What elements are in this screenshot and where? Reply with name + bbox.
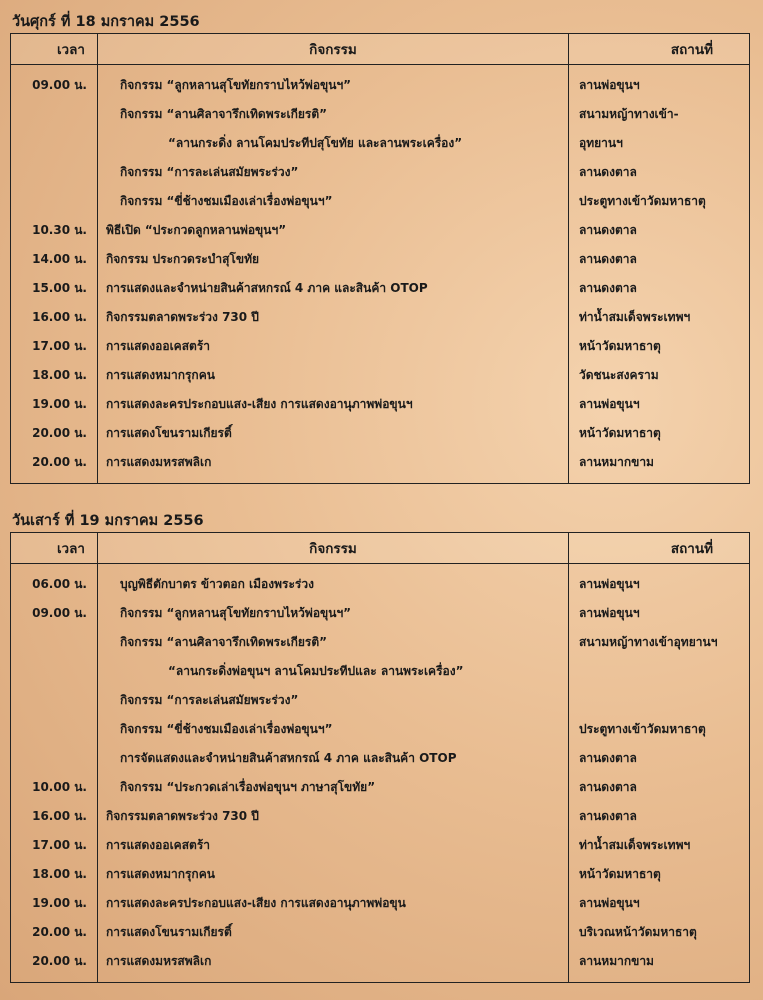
place-column-header: สถานที่ [569, 533, 750, 564]
schedule-row [11, 802, 750, 831]
activity-cell: กิจกรรม “การละเล่นสมัยพระร่วง” [98, 686, 569, 715]
time-cell [11, 686, 98, 715]
place-cell: ลานหมากขาม [569, 947, 750, 983]
activity-cell: การแสดงมหรสพลิเก [98, 947, 569, 983]
activity-cell: การแสดงโขนรามเกียรติ์ [98, 419, 569, 448]
activity-cell: “ลานกระดิ่งพ่อขุนฯ ลานโคมประทีปและ ลานพระเครื่อง” [98, 657, 569, 686]
time-cell [11, 100, 98, 129]
activity-cell: บุญพิธีตักบาตร ข้าวตอก เมืองพระร่วง [98, 564, 569, 600]
time-column-header: เวลา [11, 34, 98, 65]
place-cell: บริเวณหน้าวัดมหาธาตุ [569, 918, 750, 947]
schedule-row [11, 361, 750, 390]
activity-column-header: กิจกรรม [98, 34, 569, 65]
activity-cell: การแสดงละครประกอบแสง-เสียง การแสดงอานุภาพพ่อขุนฯ [98, 390, 569, 419]
activity-cell: กิจกรรมตลาดพระร่วง 730 ปี [98, 802, 569, 831]
place-cell: ลานพ่อขุนฯ [569, 599, 750, 628]
activity-cell: กิจกรรม “ลูกหลานสุโขทัยกราบไหว้พ่อขุนฯ” [98, 599, 569, 628]
activity-cell: การแสดงหมากรุกคน [98, 860, 569, 889]
place-cell: หน้าวัดมหาธาตุ [569, 860, 750, 889]
activity-cell: การแสดงออเคสตร้า [98, 332, 569, 361]
day2-section [10, 510, 749, 983]
place-cell: ลานดงตาล [569, 245, 750, 274]
schedule-row [11, 216, 750, 245]
time-cell: 16.00 น. [11, 802, 98, 831]
time-cell: 20.00 น. [11, 918, 98, 947]
place-cell: ท่าน้ำสมเด็จพระเทพฯ [569, 831, 750, 860]
activity-cell: การแสดงและจำหน่ายสินค้าสหกรณ์ 4 ภาค และสินค้า OTOP [98, 274, 569, 303]
time-cell: 18.00 น. [11, 361, 98, 390]
schedule-row [11, 599, 750, 628]
activity-cell: กิจกรรม “ประกวดเล่าเรื่องพ่อขุนฯ ภาษาสุโขทัย” [98, 773, 569, 802]
activity-cell: การแสดงโขนรามเกียรติ์ [98, 918, 569, 947]
schedule-row [11, 564, 750, 600]
time-cell: 09.00 น. [11, 599, 98, 628]
time-cell [11, 657, 98, 686]
time-cell [11, 129, 98, 158]
activity-cell: การแสดงหมากรุกคน [98, 361, 569, 390]
activity-cell: กิจกรรม ประกวดระบำสุโขทัย [98, 245, 569, 274]
time-cell: 19.00 น. [11, 390, 98, 419]
place-cell: ท่าน้ำสมเด็จพระเทพฯ [569, 303, 750, 332]
place-cell: ลานดงตาล [569, 802, 750, 831]
time-cell: 09.00 น. [11, 65, 98, 101]
day2-title: วันเสาร์ ที่ 19 มกราคม 2556 [12, 513, 204, 529]
schedule-row [11, 918, 750, 947]
schedule-row [11, 773, 750, 802]
time-cell: 10.30 น. [11, 216, 98, 245]
activity-cell: “ลานกระดิ่ง ลานโคมประทีปสุโขทัย และลานพระเครื่อง” [98, 129, 569, 158]
schedule-row [11, 860, 750, 889]
place-cell: ลานพ่อขุนฯ [569, 390, 750, 419]
schedule-row [11, 889, 750, 918]
place-column-header: สถานที่ [569, 34, 750, 65]
activity-cell: กิจกรรม “ลานศิลาจารึกเทิดพระเกียรติ” [98, 100, 569, 129]
schedule-row [11, 158, 750, 187]
schedule-row [11, 419, 750, 448]
schedule-row [11, 332, 750, 361]
time-cell: 17.00 น. [11, 831, 98, 860]
time-cell [11, 158, 98, 187]
activity-cell: การแสดงละครประกอบแสง-เสียง การแสดงอานุภาพพ่อขุน [98, 889, 569, 918]
time-cell: 16.00 น. [11, 303, 98, 332]
place-cell: ลานดงตาล [569, 773, 750, 802]
place-cell: หน้าวัดมหาธาตุ [569, 332, 750, 361]
schedule-row [11, 448, 750, 484]
time-cell [11, 715, 98, 744]
activity-cell: กิจกรรม “ขี่ช้างชมเมืองเล่าเรื่องพ่อขุนฯ” [98, 715, 569, 744]
time-cell: 18.00 น. [11, 860, 98, 889]
place-cell [569, 686, 750, 715]
schedule-row [11, 686, 750, 715]
place-cell: ลานพ่อขุนฯ [569, 889, 750, 918]
place-cell: สนามหญ้าทางเข้า- [569, 100, 750, 129]
day1-schedule-table [10, 33, 750, 484]
place-cell: ลานดงตาล [569, 158, 750, 187]
schedule-row [11, 274, 750, 303]
activity-cell: กิจกรรมตลาดพระร่วง 730 ปี [98, 303, 569, 332]
time-cell: 20.00 น. [11, 947, 98, 983]
place-cell: ประตูทางเข้าวัดมหาธาตุ [569, 187, 750, 216]
time-cell [11, 628, 98, 657]
schedule-row [11, 628, 750, 657]
schedule-row [11, 657, 750, 686]
time-cell: 19.00 น. [11, 889, 98, 918]
time-cell: 17.00 น. [11, 332, 98, 361]
time-column-header: เวลา [11, 533, 98, 564]
time-cell [11, 187, 98, 216]
schedule-row [11, 831, 750, 860]
time-cell: 20.00 น. [11, 419, 98, 448]
place-cell: ลานดงตาล [569, 274, 750, 303]
table-header-row [11, 533, 750, 564]
activity-cell: พิธีเปิด “ประกวดลูกหลานพ่อขุนฯ” [98, 216, 569, 245]
activity-cell: กิจกรรม “การละเล่นสมัยพระร่วง” [98, 158, 569, 187]
activity-cell: กิจกรรม “ลูกหลานสุโขทัยกราบไหว้พ่อขุนฯ” [98, 65, 569, 101]
day1-title: วันศุกร์ ที่ 18 มกราคม 2556 [12, 14, 200, 30]
place-cell [569, 657, 750, 686]
schedule-row [11, 390, 750, 419]
time-cell [11, 744, 98, 773]
day1-section [10, 11, 749, 484]
place-cell: ลานดงตาล [569, 216, 750, 245]
activity-cell: การจัดแสดงและจำหน่ายสินค้าสหกรณ์ 4 ภาค และสินค้า OTOP [98, 744, 569, 773]
schedule-row [11, 744, 750, 773]
schedule-row [11, 245, 750, 274]
activity-column-header: กิจกรรม [98, 533, 569, 564]
schedule-row [11, 187, 750, 216]
place-cell: สนามหญ้าทางเข้าอุทยานฯ [569, 628, 750, 657]
place-cell: อุทยานฯ [569, 129, 750, 158]
activity-cell: กิจกรรม “ขี่ช้างชมเมืองเล่าเรื่องพ่อขุนฯ” [98, 187, 569, 216]
schedule-row [11, 947, 750, 983]
activity-cell: การแสดงออเคสตร้า [98, 831, 569, 860]
schedule-row [11, 715, 750, 744]
activity-cell: กิจกรรม “ลานศิลาจารึกเทิดพระเกียรติ” [98, 628, 569, 657]
schedule-row [11, 65, 750, 101]
time-cell: 14.00 น. [11, 245, 98, 274]
place-cell: ลานดงตาล [569, 744, 750, 773]
time-cell: 20.00 น. [11, 448, 98, 484]
time-cell: 10.00 น. [11, 773, 98, 802]
table-header-row [11, 34, 750, 65]
activity-cell: การแสดงมหรสพลิเก [98, 448, 569, 484]
time-cell: 15.00 น. [11, 274, 98, 303]
place-cell: ประตูทางเข้าวัดมหาธาตุ [569, 715, 750, 744]
schedule-row [11, 129, 750, 158]
place-cell: ลานหมากขาม [569, 448, 750, 484]
place-cell: ลานพ่อขุนฯ [569, 564, 750, 600]
schedule-row [11, 100, 750, 129]
schedule-row [11, 303, 750, 332]
place-cell: ลานพ่อขุนฯ [569, 65, 750, 101]
place-cell: วัดชนะสงคราม [569, 361, 750, 390]
time-cell: 06.00 น. [11, 564, 98, 600]
day2-schedule-table [10, 532, 750, 983]
place-cell: หน้าวัดมหาธาตุ [569, 419, 750, 448]
